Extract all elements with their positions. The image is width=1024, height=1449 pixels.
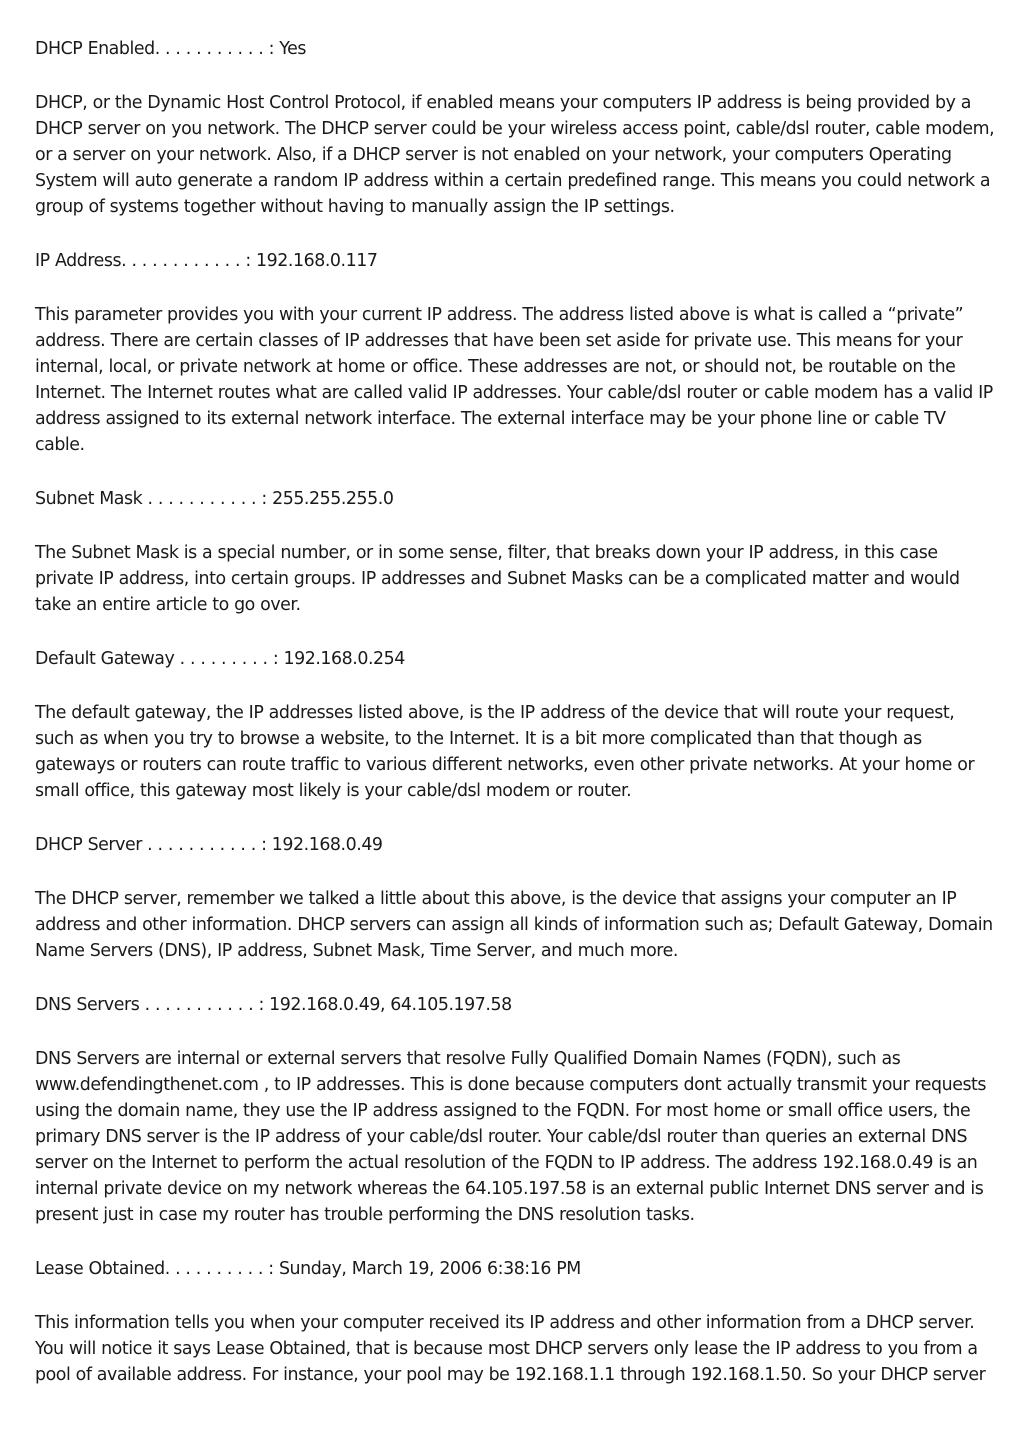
subnet-mask-description: The Subnet Mask is a special number, or in some sense, filter, that breaks down your IP address, in this case private IP address, into certain groups. IP addresses and Subnet Masks can be a complicated matter and would take an entire article to go over. bbox=[35, 543, 960, 615]
default-gateway-field: Default Gateway . . . . . . . . . : 192.168.0.254 bbox=[35, 649, 405, 669]
lease-obtained-description: This information tells you when your computer received its IP address and other information from a DHCP server. You will notice it says Lease Obtained, that is because most DHCP servers only lease the IP address to you from a pool of available address. For instance, your pool may be 192.168.1.1 through 192.168.1.50. So your DHCP server bbox=[35, 1313, 986, 1385]
dhcp-enabled-field: DHCP Enabled. . . . . . . . . . . : Yes bbox=[35, 39, 307, 59]
dhcp-server-description: The DHCP server, remember we talked a little about this above, is the device that assigns your computer an IP address and other information. DHCP servers can assign all kinds of information such as; Default Gateway, Domain Name Servers (DNS), IP address, Subnet Mask, Time Server, and much more. bbox=[35, 889, 993, 961]
dns-servers-field: DNS Servers . . . . . . . . . . . : 192.168.0.49, 64.105.197.58 bbox=[35, 995, 512, 1015]
ip-address-description: This parameter provides you with your current IP address. The address listed above is what is called a “private” address. There are certain classes of IP addresses that have been set aside for private use. This means for your internal, local, or private network at home or office. These addresses are not, or should not, be routable on the Internet. The Internet routes what are called valid IP addresses. Your cable/dsl router or cable modem has a valid IP address assigned to its external network interface. The external interface may be your phone line or cable TV cable. bbox=[35, 305, 993, 455]
dhcp-enabled-description: DHCP, or the Dynamic Host Control Protocol, if enabled means your computers IP address is being provided by a DHCP server on you network. The DHCP server could be your wireless access point, cable/dsl router, cable modem, or a server on your network. Also, if a DHCP server is not enabled on your network, your computers Operating System will auto generate a random IP address within a certain predefined range. This means you could network a group of systems together without having to manually assign the IP settings. bbox=[35, 93, 995, 217]
ip-address-field: IP Address. . . . . . . . . . . . : 192.168.0.117 bbox=[35, 251, 378, 271]
document-page bbox=[35, 36, 995, 1416]
lease-obtained-field: Lease Obtained. . . . . . . . . . : Sunday, March 19, 2006 6:38:16 PM bbox=[35, 1259, 581, 1279]
dns-servers-description: DNS Servers are internal or external servers that resolve Fully Qualified Domain Names (FQDN), such as www.defendingthenet.com , to IP addresses. This is done because computers dont actually transmit your requests using the domain name, they use the IP address assigned to the FQDN. For most home or small office users, the primary DNS server is the IP address of your cable/dsl router. Your cable/dsl router than queries an external DNS server on the Internet to perform the actual resolution of the FQDN to IP address. The address 192.168.0.49 is an internal private device on my network whereas the 64.105.197.58 is an external public Internet DNS server and is present just in case my router has trouble performing the DNS resolution tasks. bbox=[35, 1049, 987, 1225]
dhcp-server-field: DHCP Server . . . . . . . . . . . : 192.168.0.49 bbox=[35, 835, 383, 855]
subnet-mask-field: Subnet Mask . . . . . . . . . . . : 255.255.255.0 bbox=[35, 489, 394, 509]
default-gateway-description: The default gateway, the IP addresses listed above, is the IP address of the device that will route your request, such as when you try to browse a website, to the Internet. It is a bit more complicated than that though as gateways or routers can route traffic to various different networks, even other private networks. At your home or small office, this gateway most likely is your cable/dsl modem or router. bbox=[35, 703, 975, 801]
